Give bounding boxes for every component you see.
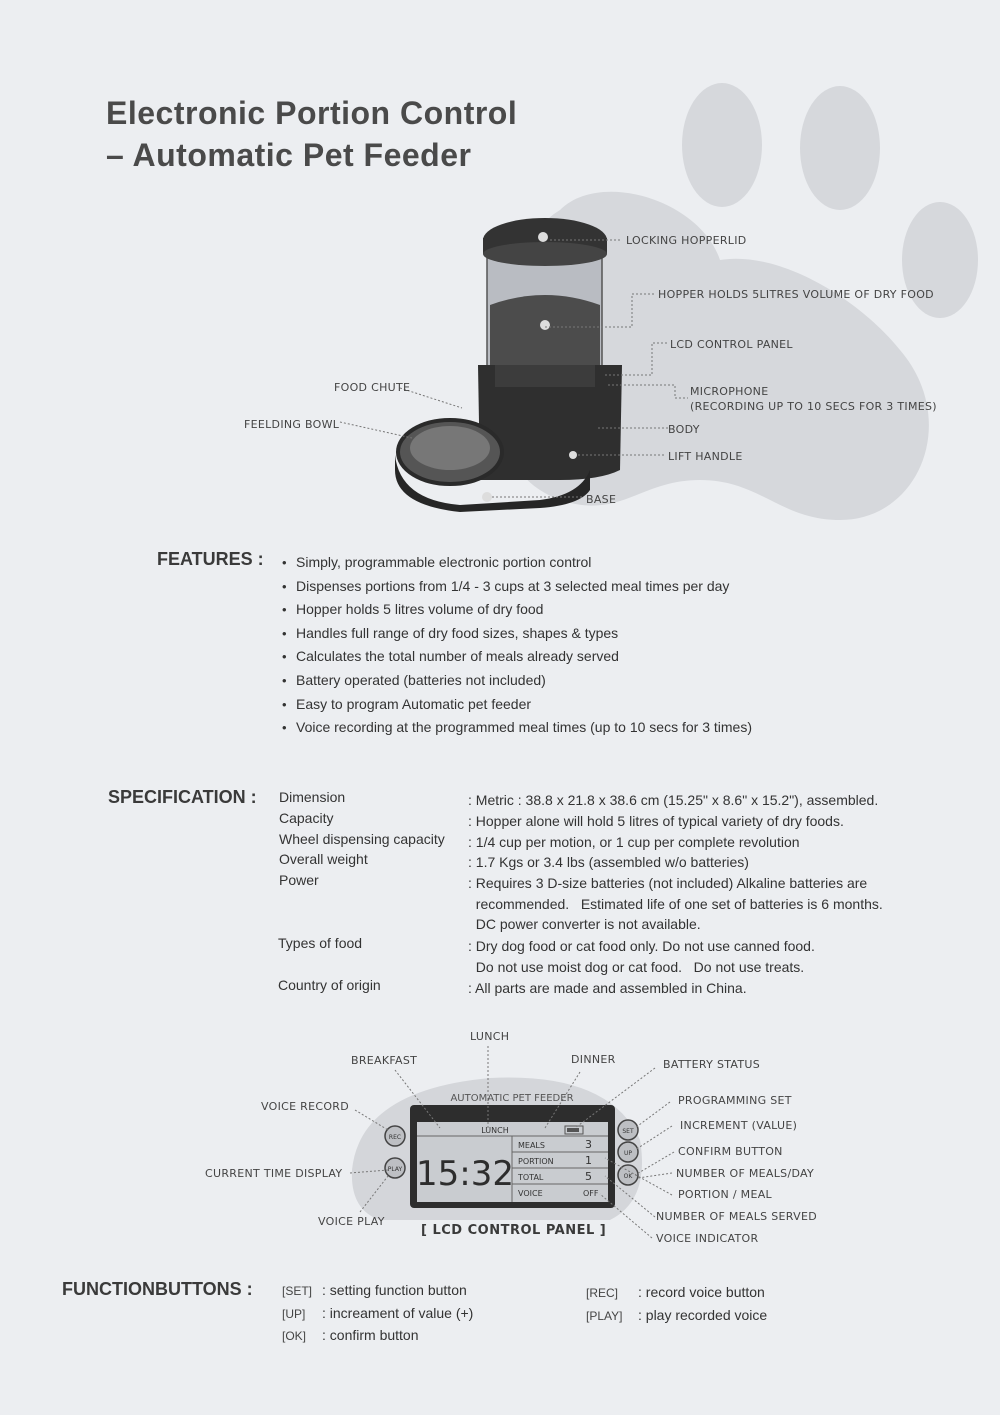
rec-button-label: REC	[388, 1134, 402, 1141]
callout-base: BASE	[586, 493, 617, 506]
ok-button-label: OK	[623, 1173, 633, 1180]
callout-food-chute: FOOD CHUTE	[334, 381, 411, 394]
lcd-row-label: PORTION	[518, 1157, 554, 1166]
title-line-2: – Automatic Pet Feeder	[106, 137, 472, 173]
callout-hopper: HOPPER HOLDS 5LITRES VOLUME OF DRY FOOD	[658, 288, 934, 301]
lcd-row-value: OFF	[583, 1189, 599, 1198]
spec-label-wheel: Wheel dispensing capacity	[279, 831, 445, 847]
callout-microphone-note: (RECORDING UP TO 10 SECS FOR 3 TIMES)	[690, 400, 937, 413]
callout-lcd-panel: LCD CONTROL PANEL	[670, 338, 793, 351]
spec-value-weight: : 1.7 Kgs or 3.4 lbs (assembled w/o batteries)	[468, 854, 749, 870]
feature-item: • Calculates the total number of meals already served	[282, 645, 752, 669]
spec-label-food-types: Types of food	[278, 935, 363, 951]
feature-item: • Simply, programmable electronic portion control	[282, 551, 752, 575]
fn-desc-up: : increament of value (+)	[322, 1305, 474, 1321]
feature-item: • Voice recording at the programmed meal times (up to 10 secs for 3 times)	[282, 716, 752, 740]
spec-label-origin: Country of origin	[278, 977, 381, 993]
callout-confirm: CONFIRM BUTTON	[678, 1145, 783, 1158]
lcd-screen-small	[495, 365, 595, 387]
fn-code-up: [UP]	[282, 1307, 306, 1321]
lcd-row-value: 3	[585, 1138, 592, 1151]
title-line-1: Electronic Portion Control	[106, 95, 518, 131]
function-buttons-heading: FUNCTIONBUTTONS :	[62, 1279, 253, 1299]
callout-microphone: MICROPHONE	[690, 385, 769, 398]
lcd-row-value: 1	[585, 1154, 592, 1167]
spec-label-power: Power	[279, 872, 319, 888]
feature-item: • Hopper holds 5 litres volume of dry food	[282, 598, 752, 622]
spec-value-line: DC power converter is not available.	[468, 916, 701, 932]
fn-code-ok: [OK]	[282, 1329, 307, 1343]
spec-label-dimension: Dimension	[279, 789, 346, 805]
callout-portion-meal: PORTION / MEAL	[678, 1188, 772, 1201]
feature-item: • Easy to program Automatic pet feeder	[282, 693, 752, 717]
lcd-device-label: AUTOMATIC PET FEEDER	[450, 1093, 574, 1104]
callout-increment: INCREMENT (VALUE)	[680, 1119, 798, 1132]
spec-value-line: : Requires 3 D-size batteries (not included) Alkaline batteries are	[468, 875, 868, 891]
callout-locking-lid: LOCKING HOPPERLID	[626, 234, 747, 247]
lcd-meal: LUNCH	[481, 1126, 509, 1135]
lcd-time: 15:32	[416, 1154, 514, 1194]
features-heading: FEATURES :	[157, 549, 264, 569]
fn-code-set: [SET]	[282, 1284, 313, 1298]
callout-meals-served: NUMBER OF MEALS SERVED	[656, 1210, 817, 1223]
spec-value-origin: : All parts are made and assembled in China.	[468, 980, 747, 996]
spec-value-line: Do not use moist dog or cat food. Do not use treats.	[468, 958, 805, 975]
fn-code-play: [PLAY]	[586, 1309, 623, 1323]
specification-heading: SPECIFICATION :	[108, 787, 257, 807]
callout-voice-play: VOICE PLAY	[318, 1215, 385, 1228]
lcd-row-value: 5	[585, 1170, 592, 1183]
feature-item: • Battery operated (batteries not included)	[282, 669, 752, 693]
lcd-row-label: VOICE	[518, 1189, 543, 1198]
features-list	[282, 551, 752, 740]
spec-label-weight: Overall weight	[279, 851, 368, 867]
callout-voice-indicator: VOICE INDICATOR	[656, 1232, 759, 1245]
spec-value-capacity: : Hopper alone will hold 5 litres of typical variety of dry foods.	[468, 813, 844, 829]
spec-value-dimension: : Metric : 38.8 x 21.8 x 38.6 cm (15.25" x 8.6" x 15.2"), assembled.	[468, 792, 879, 808]
callout-dinner: DINNER	[571, 1053, 616, 1066]
callout-battery: BATTERY STATUS	[663, 1058, 761, 1071]
hopper-food	[490, 295, 600, 372]
set-button-label: SET	[622, 1128, 634, 1135]
lcd-row-label: TOTAL	[518, 1173, 544, 1182]
spec-value-line: : Dry dog food or cat food only. Do not use canned food.	[468, 938, 815, 954]
callout-programming-set: PROGRAMMING SET	[678, 1094, 792, 1107]
feature-item: • Dispenses portions from 1/4 - 3 cups at 3 selected meal times per day	[282, 575, 752, 599]
fn-code-rec: [REC]	[586, 1286, 619, 1300]
spec-value-food-types	[468, 936, 815, 977]
play-button-label: PLAY	[387, 1166, 403, 1173]
callout-current-time: CURRENT TIME DISPLAY	[205, 1167, 343, 1180]
feeder-diagram	[0, 0, 1000, 520]
lcd-row-label: MEALS	[518, 1141, 545, 1150]
fn-desc-rec: : record voice button	[638, 1284, 765, 1300]
callout-feeding-bowl: FEELDING BOWL	[244, 418, 340, 431]
up-button-label: UP	[623, 1150, 633, 1157]
spec-value-line: recommended. Estimated life of one set of batteries is 6 months.	[468, 895, 883, 912]
fn-desc-ok: : confirm button	[322, 1327, 419, 1343]
callout-lunch: LUNCH	[470, 1030, 510, 1043]
feature-item: • Handles full range of dry food sizes, shapes & types	[282, 622, 752, 646]
spec-value-wheel: : 1/4 cup per motion, or 1 cup per complete revolution	[468, 834, 800, 850]
callout-breakfast: BREAKFAST	[351, 1054, 418, 1067]
callout-meals-day: NUMBER OF MEALS/DAY	[676, 1167, 815, 1180]
callout-body: BODY	[668, 423, 700, 436]
spec-value-power	[468, 873, 883, 935]
callout-lift-handle: LIFT HANDLE	[668, 450, 743, 463]
fn-desc-set: : setting function button	[322, 1282, 467, 1298]
lcd-panel-caption: [ LCD CONTROL PANEL ]	[421, 1223, 607, 1238]
spec-label-capacity: Capacity	[279, 810, 334, 826]
fn-desc-play: : play recorded voice	[638, 1307, 768, 1323]
callout-voice-record: VOICE RECORD	[261, 1100, 350, 1113]
